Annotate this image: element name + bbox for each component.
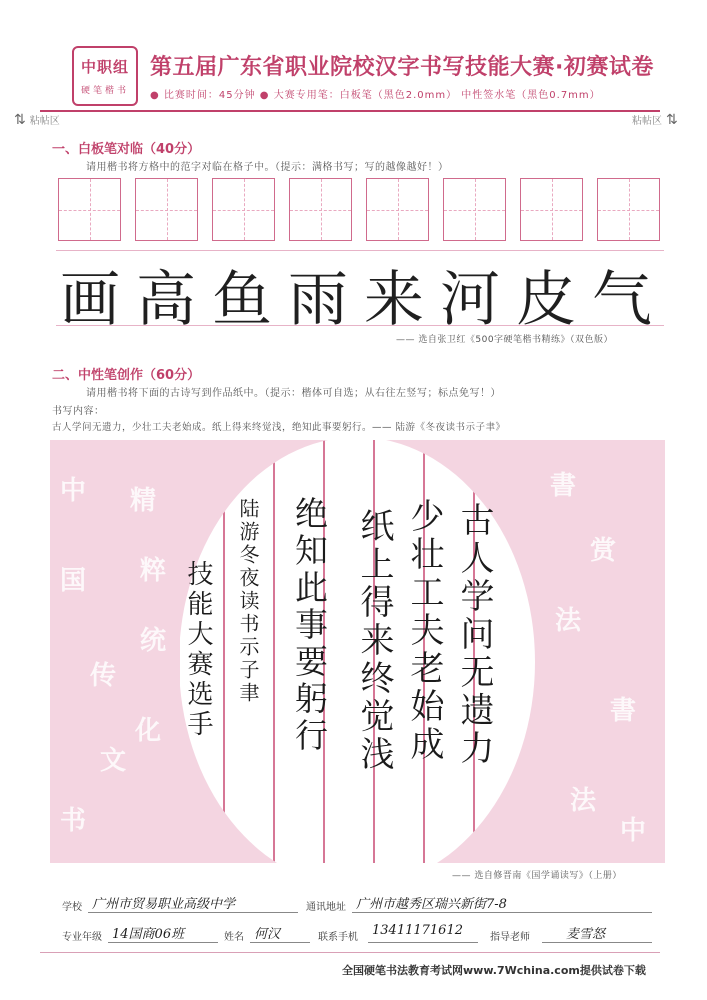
artwork-paper [50, 440, 665, 863]
poem-column-1: 古人学问无遗力 [454, 502, 494, 768]
watermark-char: 中 [60, 476, 87, 506]
poem-column-3: 纸上得来终觉浅 [354, 508, 394, 774]
model-char: 河 [440, 265, 500, 335]
watermark-char: 粹 [140, 556, 167, 586]
phone-underline [368, 942, 478, 943]
model-char: 鱼 [212, 265, 272, 335]
section2-instruction: 请用楷书将下面的古诗写到作品纸中。（提示：楷体可自选；从右往左竖写；标点免写！） [86, 388, 501, 399]
poem-column-2: 少壮工夫老始成 [404, 498, 444, 764]
footer-divider [40, 952, 660, 953]
name-label: 姓名 [224, 932, 244, 943]
watermark-char: 書 [610, 696, 637, 726]
watermark-char: 赏 [590, 536, 617, 566]
category-badge [72, 46, 138, 106]
footer-text: 全国硬笔书法教育考试网www.7Wchina.com提供试卷下载 [342, 964, 646, 977]
section1-instruction: 请用楷书将方格中的范字对临在格子中。（提示：满格书写；写的越像越好！） [86, 162, 449, 173]
model-char: 高 [136, 265, 196, 335]
practice-cell[interactable] [443, 178, 506, 241]
teacher-label: 指导老师 [490, 932, 530, 943]
watermark-char: 统 [140, 626, 167, 656]
watermark-char: 書 [550, 471, 577, 501]
header-divider [40, 110, 660, 112]
watermark-char: 书 [60, 806, 87, 836]
signature-column: 陆游冬夜读书示子聿 [236, 498, 260, 705]
model-char: 来 [364, 265, 424, 335]
model-char: 雨 [288, 265, 348, 335]
watermark-char: 精 [130, 486, 157, 516]
major-field[interactable]: 14国商06班 [112, 927, 185, 942]
watermark-char: 法 [570, 786, 597, 816]
watermark-char: 中 [620, 816, 647, 846]
practice-cell[interactable] [597, 178, 660, 241]
exam-title: 第五届广东省职业院校汉字书写技能大赛·初赛试卷 [150, 55, 654, 80]
address-underline [352, 912, 652, 913]
content-label: 书写内容： [52, 406, 105, 417]
paste-area-left: ⇅ 粘帖区 [14, 112, 60, 128]
major-label: 专业年级 [62, 932, 102, 943]
phone-label: 联系手机 [318, 932, 358, 943]
name-underline [250, 942, 310, 943]
teacher-underline [542, 942, 652, 943]
watermark-char: 化 [135, 716, 162, 746]
phone-field[interactable]: 13411171612 [372, 923, 463, 938]
section1-heading: 一、白板笔对临（40分） [52, 142, 201, 157]
practice-cell[interactable] [58, 178, 121, 241]
practice-cell[interactable] [212, 178, 275, 241]
rotate-arrow-icon: ⇅ [14, 112, 26, 128]
paste-area-right: 粘帖区 ⇅ [632, 112, 678, 128]
rotate-arrow-icon: ⇅ [666, 112, 678, 128]
model-char: 气 [592, 265, 652, 335]
school-underline [88, 912, 298, 913]
badge-style: 硬笔楷书 [80, 86, 129, 96]
exam-subtitle: ● 比赛时间：45分钟 ● 大赛专用笔：白板笔（黑色2.0mm） 中性签水笔（黑色0.7mm） [150, 90, 601, 101]
model-char: 画 [60, 265, 120, 335]
watermark-char: 国 [60, 566, 87, 596]
school-label: 学校 [62, 902, 82, 913]
teacher-field[interactable]: 麦雪怒 [566, 927, 606, 942]
section2-heading: 二、中性笔创作（60分） [52, 368, 201, 383]
watermark-char: 文 [100, 746, 127, 776]
practice-cell[interactable] [366, 178, 429, 241]
major-underline [108, 942, 218, 943]
practice-cell[interactable] [289, 178, 352, 241]
watermark-char: 传 [90, 661, 117, 691]
section2-source: —— 选自修晋南《国学诵读写》（上册） [452, 871, 622, 881]
practice-cell[interactable] [135, 178, 198, 241]
name-field[interactable]: 何汉 [254, 927, 281, 942]
section1-source: —— 选自张卫红《500字硬笔楷书精练》（双色版） [396, 335, 614, 345]
poem-column-4: 绝知此事要躬行 [290, 496, 329, 755]
author-column: 技能大赛选手 [183, 560, 213, 740]
school-field[interactable]: 广州市贸易职业高级中学 [92, 897, 236, 912]
practice-cell[interactable] [520, 178, 583, 241]
watermark-char: 法 [555, 606, 582, 636]
badge-group: 中职组 [80, 58, 129, 76]
address-field[interactable]: 广州市越秀区瑞兴新街7-8 [356, 897, 507, 912]
model-char: 皮 [516, 265, 576, 335]
poem-text: 古人学问无遗力，少壮工夫老始成。纸上得来终觉浅，绝知此事要躬行。—— 陆游《冬夜读书示子聿》 [52, 422, 506, 433]
address-label: 通讯地址 [306, 902, 346, 913]
